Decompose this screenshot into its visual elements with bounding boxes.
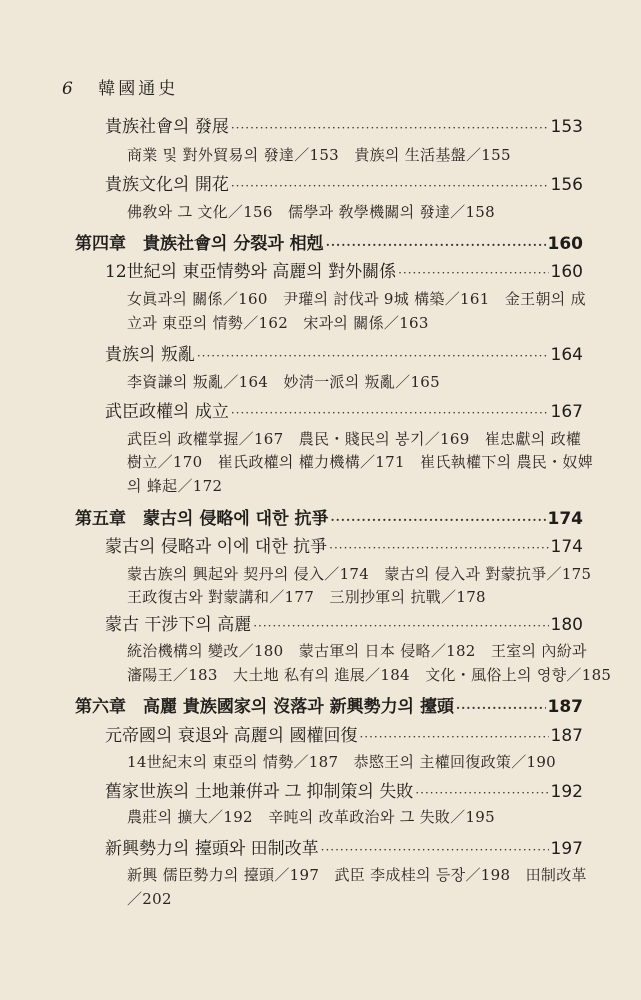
toc-entry-title: 舊家世族의 土地兼倂과 그 抑制策의 失敗 [105, 782, 414, 802]
toc-subentry: 李資謙의 叛亂／164 妙淸一派의 叛亂／165 [127, 373, 440, 391]
toc-entry[interactable] [105, 532, 583, 557]
toc-entry-page: 160 [550, 262, 583, 282]
leader-dots [326, 238, 546, 252]
toc-entry-page: 164 [550, 345, 583, 365]
toc-entry-page: 156 [550, 175, 583, 195]
toc-subentry: 武臣의 政權掌握／167 農民・賤民의 봉기／169 崔忠獻의 政權 [127, 430, 582, 448]
toc-entry-page: 192 [550, 782, 583, 802]
toc-entry[interactable] [105, 257, 583, 282]
leader-dots [398, 266, 548, 280]
toc-entry[interactable] [105, 610, 583, 635]
leader-dots [359, 730, 548, 744]
toc-chapter[interactable] [75, 692, 583, 717]
toc-entry-page: 167 [550, 402, 583, 422]
toc-chapter-page: 187 [547, 697, 583, 717]
leader-dots [456, 701, 546, 715]
leader-dots [197, 349, 549, 363]
leader-dots [321, 843, 549, 857]
leader-dots [231, 121, 549, 135]
toc-entry-title: 貴族의 叛亂 [105, 345, 195, 365]
toc-entry[interactable] [105, 721, 583, 746]
toc-subentry: 佛敎와 그 文化／156 儒學과 敎學機關의 發達／158 [127, 203, 495, 221]
toc-entry-title: 蒙古의 侵略과 이에 대한 抗爭 [105, 537, 328, 557]
toc-subentry: 蒙古族의 興起와 契丹의 侵入／174 蒙古의 侵入과 對蒙抗爭／175 [127, 565, 592, 583]
toc-entry[interactable] [105, 397, 583, 422]
toc-subentry: 女眞과의 關係／160 尹瓘의 討伐과 9城 構築／161 金王朝의 成 [127, 290, 586, 308]
toc-entry[interactable] [105, 170, 583, 195]
toc-entry-title: 貴族文化의 開花 [105, 175, 229, 195]
toc-subentry: 14世紀末의 東亞의 情勢／187 恭愍王의 主權回復政策／190 [127, 753, 557, 771]
toc-subentry: 商業 및 對外貿易의 發達／153 貴族의 生活基盤／155 [127, 146, 511, 164]
toc-subentry: 立과 東亞의 情勢／162 宋과의 關係／163 [127, 314, 429, 332]
toc-subentry: 瀋陽王／183 大土地 私有의 進展／184 文化・風俗上의 영향／185 [127, 666, 612, 684]
toc-entry[interactable] [105, 340, 583, 365]
toc-chapter[interactable] [75, 504, 583, 529]
leader-dots [231, 179, 549, 193]
toc-entry-title: 新興勢力의 擡頭와 田制改革 [105, 839, 319, 859]
toc-chapter-title: 第四章 貴族社會의 分裂과 相剋 [75, 234, 324, 254]
toc-subentry: ／202 [127, 890, 172, 908]
leader-dots [330, 513, 545, 527]
toc-subentry: 統治機構의 變改／180 蒙古軍의 日本 侵略／182 王室의 內紛과 [127, 642, 587, 660]
toc-entry-title: 12世紀의 東亞情勢와 高麗의 對外關係 [105, 262, 397, 282]
toc-entry[interactable] [105, 834, 583, 859]
toc-chapter-title: 第五章 蒙古의 侵略에 대한 抗爭 [75, 509, 329, 529]
page-header [62, 74, 178, 99]
toc-entry-page: 197 [550, 839, 583, 859]
toc-entry[interactable] [105, 777, 583, 802]
toc-subentry: 樹立／170 崔氏政權의 權力機構／171 崔氏執權下의 農民・奴婢 [127, 453, 593, 471]
toc-subentry: 의 蜂起／172 [127, 477, 223, 495]
leader-dots [415, 786, 548, 800]
leader-dots [231, 406, 549, 420]
leader-dots [253, 619, 548, 633]
page-number: 6 [62, 79, 76, 99]
toc-entry-page: 180 [550, 615, 583, 635]
leader-dots [329, 541, 548, 555]
toc-chapter[interactable] [75, 229, 583, 254]
book-title: 韓國通史 [98, 79, 179, 99]
toc-subentry: 新興 儒臣勢力의 擡頭／197 武臣 李成桂의 등장／198 田制改革 [127, 866, 587, 884]
toc-entry-title: 蒙古 干涉下의 高麗 [105, 615, 252, 635]
toc-subentry: 農莊의 擴大／192 辛旽의 改革政治와 그 失敗／195 [127, 808, 495, 826]
toc-entry-title: 元帝國의 衰退와 高麗의 國權回復 [105, 726, 358, 746]
toc-entry-page: 174 [550, 537, 583, 557]
toc-entry[interactable] [105, 112, 583, 137]
toc-chapter-page: 174 [547, 509, 583, 529]
toc-chapter-title: 第六章 高麗 貴族國家의 沒落과 新興勢力의 擡頭 [75, 697, 454, 717]
toc-entry-title: 武臣政權의 成立 [105, 402, 229, 422]
toc-entry-page: 153 [550, 117, 583, 137]
toc-subentry: 王政復古와 對蒙講和／177 三別抄軍의 抗戰／178 [127, 588, 486, 606]
toc-entry-title: 貴族社會의 發展 [105, 117, 229, 137]
toc-chapter-page: 160 [547, 234, 583, 254]
toc-entry-page: 187 [550, 726, 583, 746]
